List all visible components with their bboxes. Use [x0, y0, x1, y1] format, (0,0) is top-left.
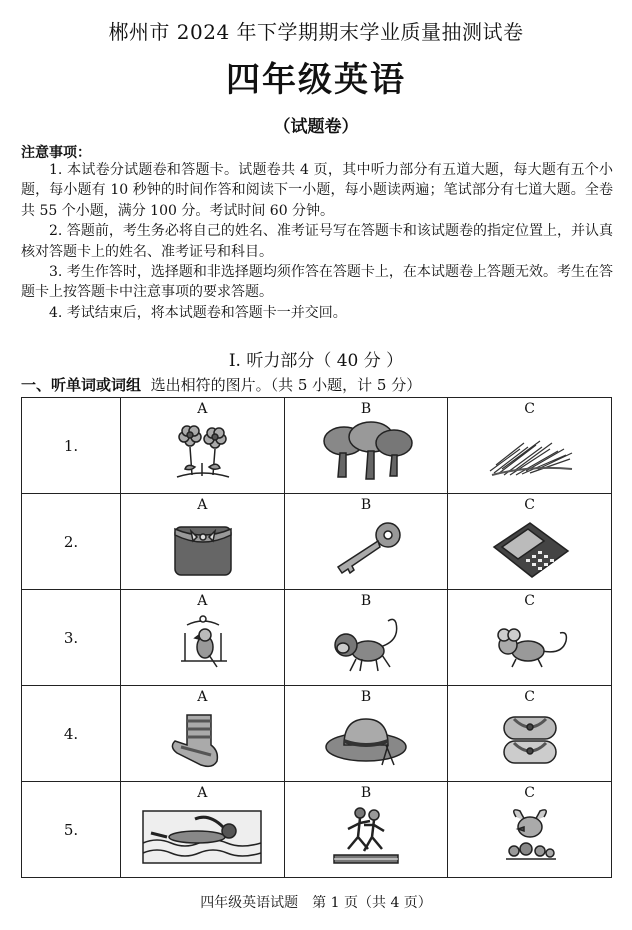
grass-icon — [480, 419, 580, 485]
monkey-icon — [316, 611, 416, 677]
option-cell[interactable] — [284, 494, 448, 590]
option-label: C — [524, 689, 536, 705]
mouse-icon — [480, 611, 580, 677]
option-cell[interactable] — [448, 686, 612, 782]
key-icon — [316, 515, 416, 581]
option-cell[interactable] — [284, 686, 448, 782]
subject-title: 四年级英语 — [226, 60, 406, 100]
question-number: 1. — [22, 398, 121, 494]
question-number: 2. — [22, 494, 121, 590]
notice-heading: 注意事项： — [21, 145, 91, 161]
option-cell[interactable] — [448, 782, 612, 878]
notice-item: 2. 答题前，考生务必将自己的姓名、准考证号写在答题卡和该试题卷的指定位置上，并认真核对答题卡上的姓名、准考证号和科目。 — [21, 223, 613, 260]
hat-icon — [316, 707, 416, 773]
notice-item: 4. 考试结束后，将本试题卷和答题卡一并交回。 — [49, 304, 347, 321]
option-label: C — [524, 401, 536, 417]
option-label: C — [524, 785, 536, 801]
part-instruction: 选出相符的图片。（共 5 小题，计 5 分） — [150, 376, 422, 394]
notice-item: 3. 考生作答时，选择题和非选择题均须作答在答题卡上，在本试题卷上答题无效。考生在答题卡上按答题卡中注意事项的要求答题。 — [21, 264, 613, 301]
question-number: 3. — [22, 590, 121, 686]
option-label: B — [360, 785, 372, 801]
notice-list — [21, 160, 613, 323]
purse-icon — [157, 515, 247, 581]
option-label: B — [360, 497, 372, 513]
option-cell[interactable] — [121, 494, 285, 590]
option-cell[interactable] — [284, 590, 448, 686]
option-label: A — [197, 497, 208, 513]
option-cell[interactable] — [121, 782, 285, 878]
sandals-icon — [480, 707, 580, 773]
part-heading: 一、听单词或词组 — [21, 376, 142, 394]
sock-icon — [157, 707, 247, 773]
option-cell[interactable] — [448, 398, 612, 494]
option-cell[interactable] — [121, 398, 285, 494]
question-number: 4. — [22, 686, 121, 782]
table-row — [22, 782, 612, 878]
running-icon — [316, 803, 416, 869]
table-row — [22, 398, 612, 494]
page-footer: 四年级英语试题 第 1 页（共 4 页） — [200, 895, 432, 911]
question-table — [21, 397, 612, 878]
option-cell[interactable] — [448, 590, 612, 686]
paper-type: （试题卷） — [273, 117, 359, 137]
table-row — [22, 494, 612, 590]
section-title: I. 听力部分（ 40 分 ） — [228, 351, 404, 371]
option-label: A — [197, 785, 208, 801]
option-label: B — [360, 593, 372, 609]
exam-title: 郴州市 2024 年下学期期末学业质量抽测试卷 — [108, 20, 524, 44]
option-cell[interactable] — [284, 782, 448, 878]
swimming-icon — [137, 803, 267, 869]
question-number: 5. — [22, 782, 121, 878]
flowers-icon — [157, 419, 247, 485]
option-cell[interactable] — [121, 686, 285, 782]
option-label: C — [524, 593, 536, 609]
phone-icon — [480, 515, 580, 581]
option-label: B — [360, 689, 372, 705]
option-cell[interactable] — [284, 398, 448, 494]
option-cell[interactable] — [121, 590, 285, 686]
part-title — [21, 374, 421, 395]
table-row — [22, 590, 612, 686]
option-label: A — [197, 593, 208, 609]
parrot-icon — [157, 611, 247, 677]
table-row — [22, 686, 612, 782]
trees-icon — [316, 419, 416, 485]
option-label: A — [197, 689, 208, 705]
bird-icon — [480, 803, 580, 869]
option-label: A — [197, 401, 208, 417]
option-label: C — [524, 497, 536, 513]
notice-item: 1. 本试卷分试题卷和答题卡。试题卷共 4 页，其中听力部分有五道大题，每大题有五个小题，每小题有 10 秒钟的时间作答和阅读下一小题，每小题读两遍；笔试部分有七道大题。全卷共 55 个小题，满分 100 分。考试时间 60 分钟。 — [21, 162, 613, 219]
option-label: B — [360, 401, 372, 417]
option-cell[interactable] — [448, 494, 612, 590]
